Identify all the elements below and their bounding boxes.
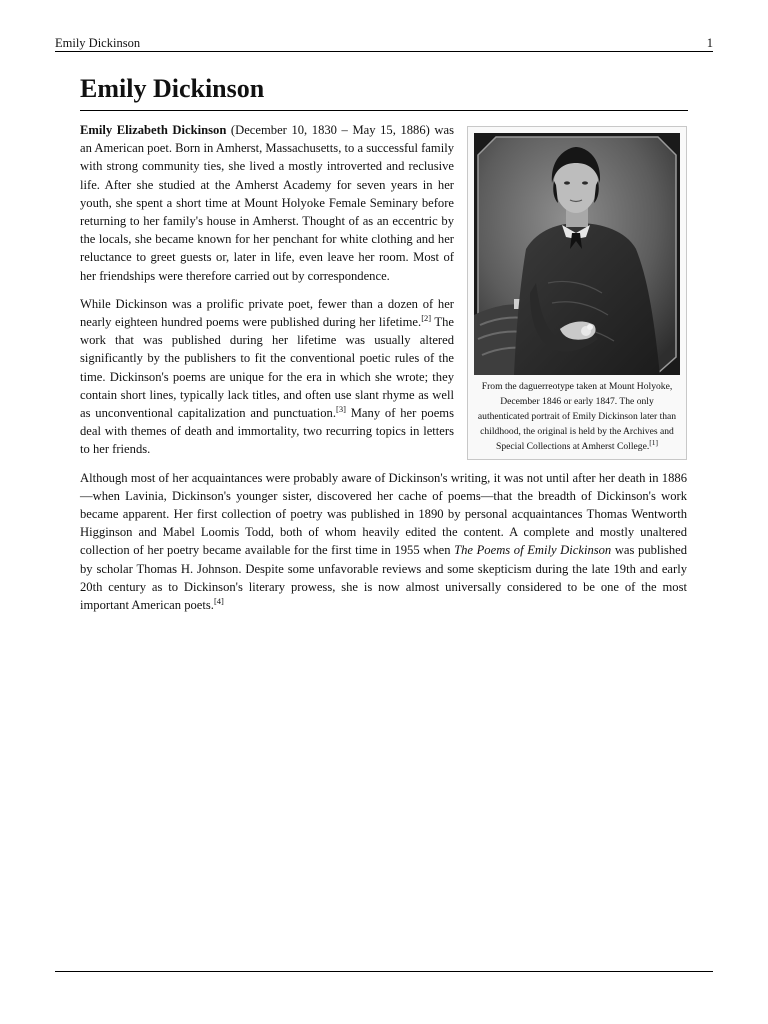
book-title: The Poems of Emily Dickinson	[454, 543, 612, 558]
running-header	[55, 36, 713, 52]
citation-link[interactable]: [2]	[421, 313, 432, 324]
intro-text: (December 10, 1830 – May 15, 1886) was an American poet. Born in Amherst, Massachusetts, to a successful family with strong community ties, she lived a mostly introverted and reclusive life. After she studied at the Amherst Academy for seven years in her youth, she spent a short time at Mount Holyoke Female Seminary before returning to her family's house in Amherst. Thought of as an eccentric by the locals, she became known for her penchant for white clothing and her reluctance to greet guests or, later in life, even leave her room. Most of her friendships were therefore carried out by correspondence.	[80, 123, 454, 283]
paragraph-text: Although most of her acquaintances were probably aware of Dickinson's writing, it was not until after her death in 1886—when Lavinia, Dickinson's younger sister, discovered her cache of poems—that the breadth of Dickinson's work became apparent. Her first collection of poetry was published in 1890 by personal acquaintances Thomas Wentworth Higginson and Mabel Loomis Todd, both of whom heavily edited the content. A complete and mostly unaltered collection of her poetry became available for the first time in 1955 when	[80, 470, 687, 558]
citation-link[interactable]: [4]	[213, 596, 224, 607]
portrait-figure	[467, 126, 687, 460]
subject-name: Emily Elizabeth Dickinson	[80, 123, 227, 137]
footer-rule	[55, 971, 713, 972]
citation-link[interactable]: [1]	[649, 438, 658, 447]
citation-link[interactable]: [3]	[336, 404, 346, 415]
paragraph-text: The work that was published during her lifetime was usually altered significantly by the publishers to fit the conventional poetic rules of the time. Dickinson's poems are unique for the era in which she wrote; they contain short lines, typically lack titles, and often use slant rhyme as well as unconventional capitalization and punctuation.	[80, 315, 454, 421]
paragraph-text: was published by scholar Thomas H. Johnson. Despite some unfavorable reviews and some skepticism during the late 19th and early 20th century as to Dickinson's literary prowess, she is now almost universally considered to be one of the most important American poets.	[80, 543, 687, 613]
page-title: Emily Dickinson	[80, 72, 688, 111]
figure-caption	[474, 379, 680, 454]
article-body	[80, 121, 687, 624]
paragraph-text: Many of her poems deal with themes of death and immortality, two recurring topics in letters to her friends.	[80, 406, 454, 457]
page-number: 1	[706, 36, 713, 50]
paragraph-text: While Dickinson was a prolific private poet, fewer than a dozen of her nearly eighteen hundred poems were published during her lifetime.	[80, 296, 454, 330]
body-paragraph	[80, 469, 687, 615]
portrait-image	[474, 133, 680, 375]
caption-text: From the daguerreotype taken at Mount Holyoke, December 1846 or early 1847. The only authenticated portrait of Emily Dickinson later than childhood, the original is held by the Archives and Special Collections at Amherst College.	[477, 381, 677, 452]
running-title: Emily Dickinson	[55, 36, 141, 50]
